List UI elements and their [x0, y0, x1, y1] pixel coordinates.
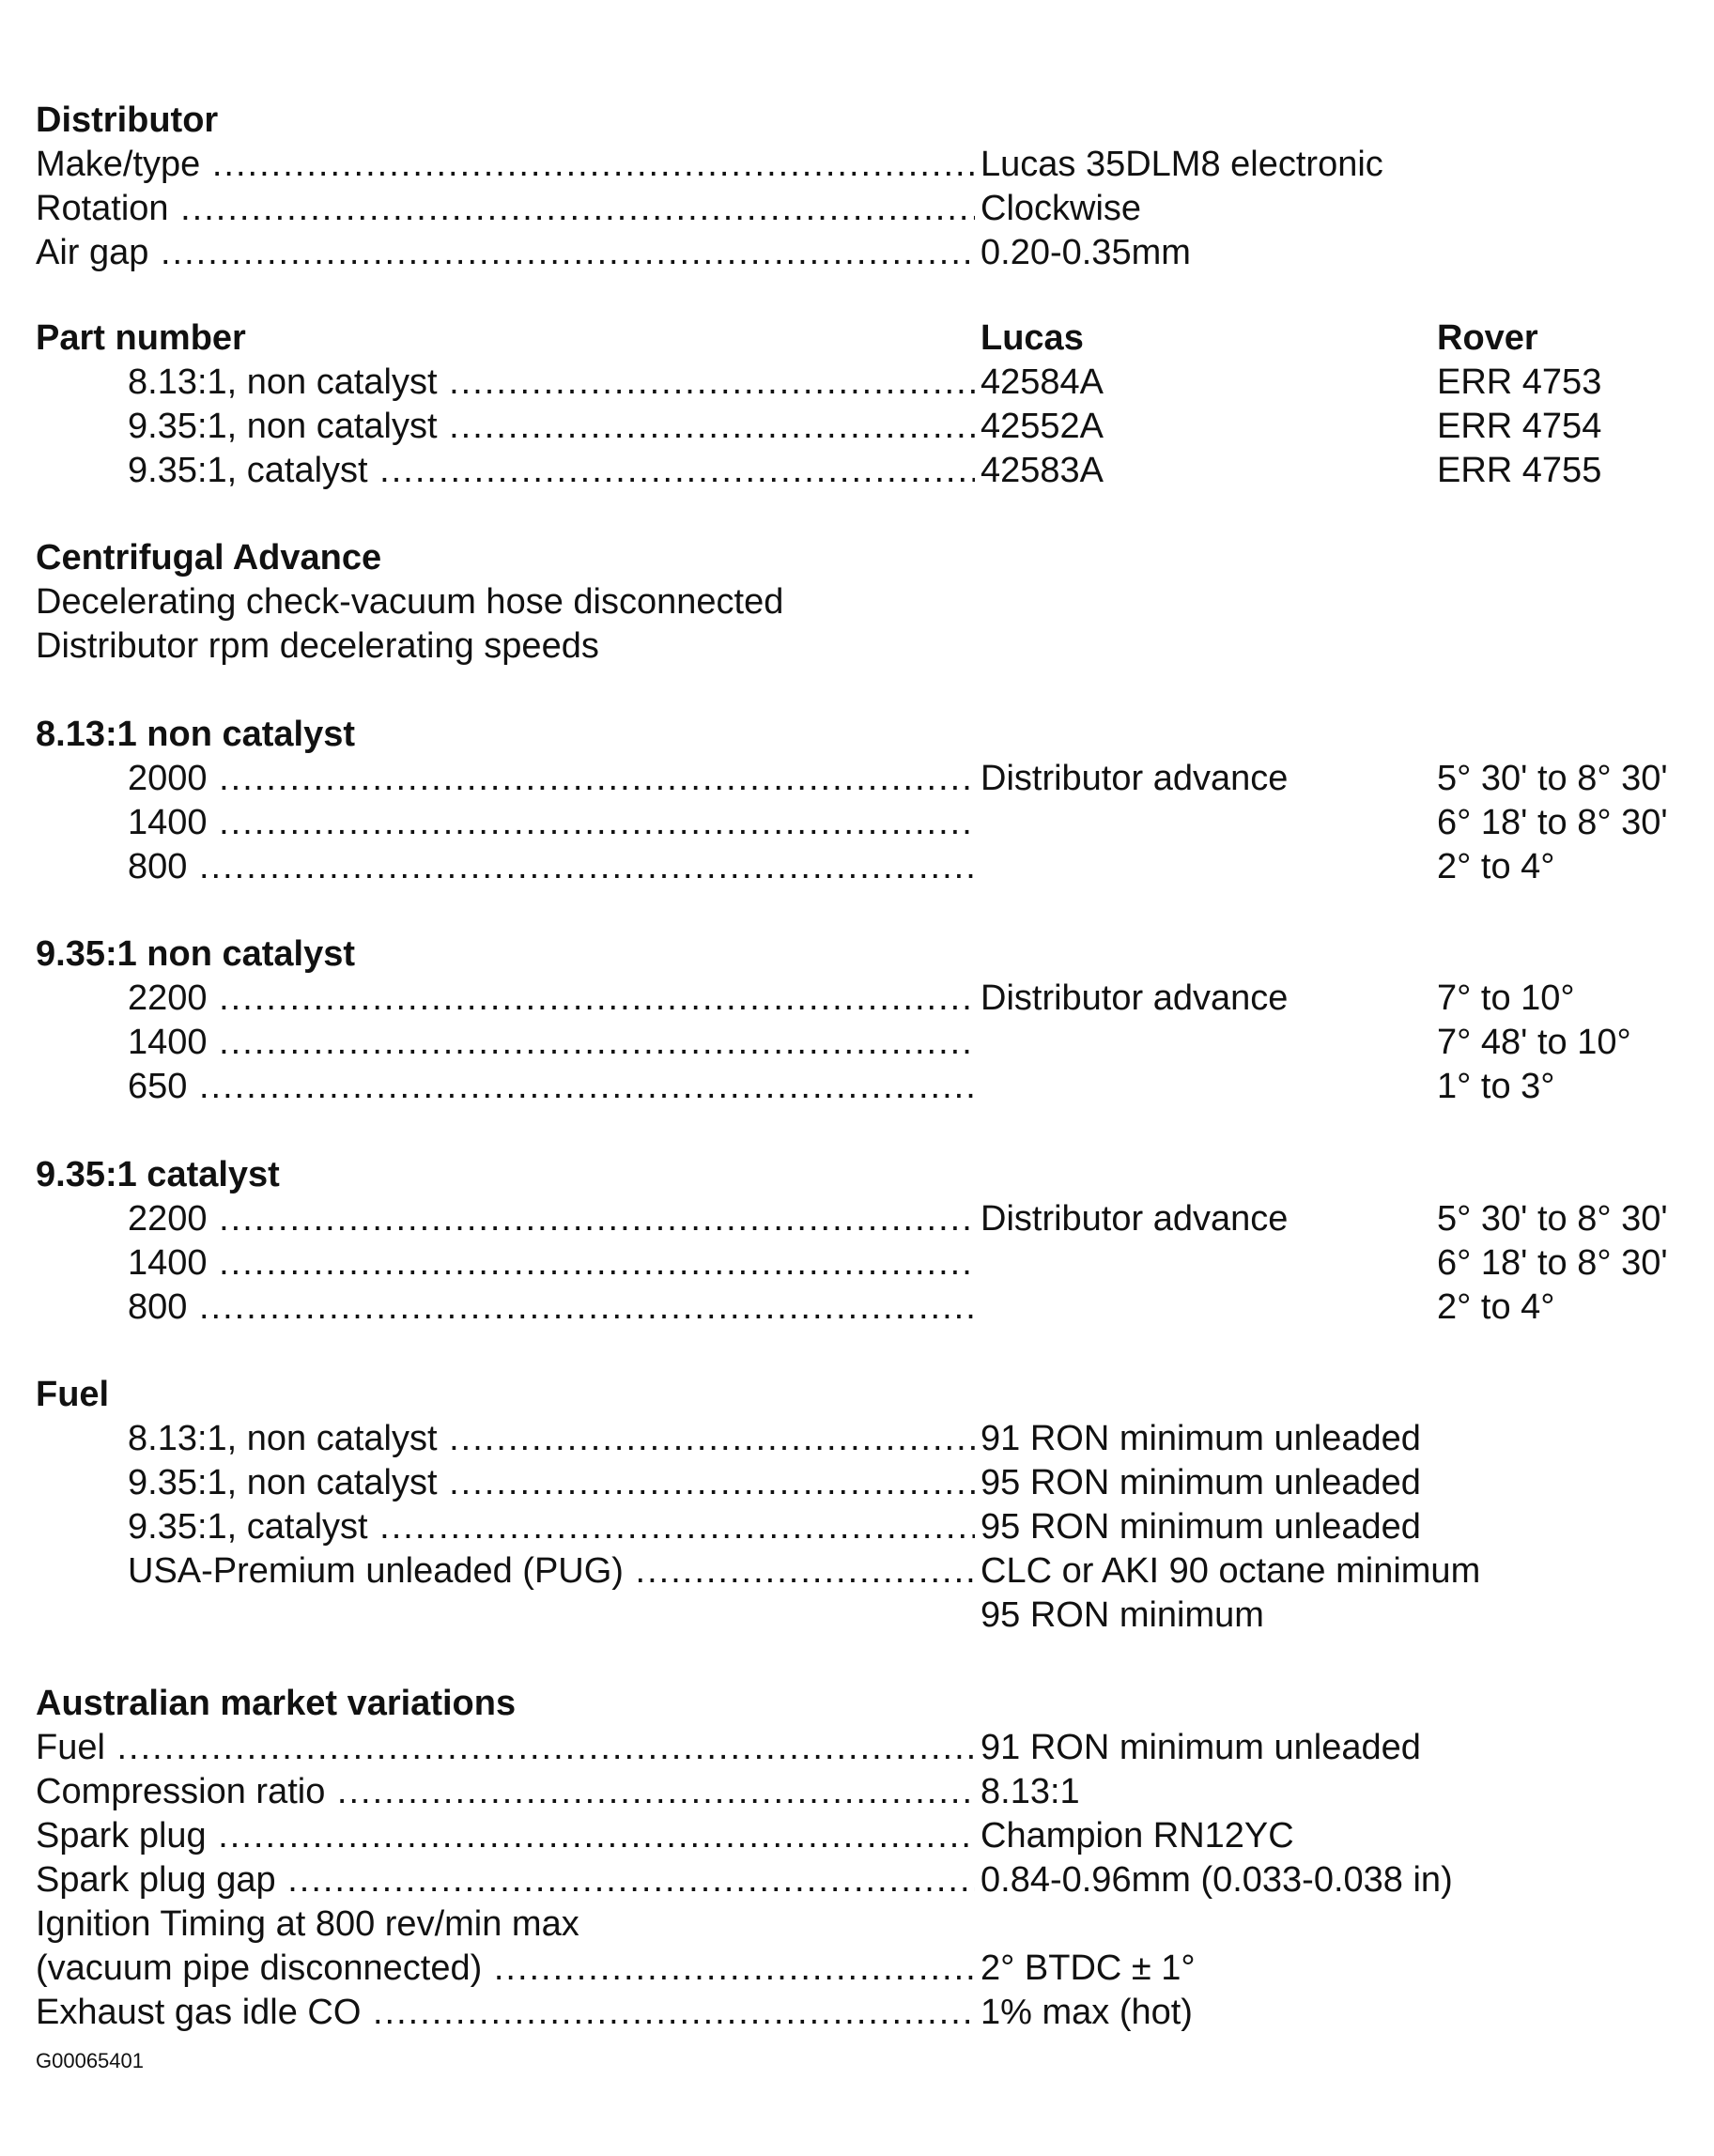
advance-row — [36, 756, 1689, 801]
part-label: 9.35:1, non catalyst ..... — [128, 404, 975, 449]
spec-value: 0.84-0.96mm (0.033-0.038 in) — [981, 1860, 1453, 1900]
note-line: Ignition Timing at 800 rev/min max — [36, 1904, 579, 1944]
spec-row — [36, 1769, 1689, 1814]
rpm-label: 800 ..... — [128, 1285, 975, 1330]
advance-value: 7° 48' to 10° — [1437, 1023, 1631, 1062]
spec-row — [36, 1725, 1689, 1770]
fuel-label: 9.35:1, catalyst ..... — [128, 1504, 975, 1549]
column-header-lucas: Lucas — [981, 318, 1084, 358]
spec-label: Compression ratio ..... — [36, 1769, 975, 1814]
spec-value: 1% max (hot) — [981, 1993, 1193, 2032]
advance-row — [36, 1020, 1689, 1065]
note-line: Distributor rpm decelerating speeds — [36, 626, 599, 666]
fuel-value: 95 RON minimum — [981, 1595, 1264, 1635]
spec-value: 91 RON minimum unleaded — [981, 1728, 1421, 1767]
advance-row — [36, 1285, 1689, 1330]
part-label: 8.13:1, non catalyst ..... — [128, 360, 975, 405]
document-code: G00065401 — [36, 2049, 144, 2072]
advance-row — [36, 1196, 1689, 1241]
rpm-label: 1400 ..... — [128, 1020, 975, 1065]
fuel-value: 95 RON minimum unleaded — [981, 1463, 1421, 1502]
spec-row — [36, 142, 1689, 187]
group-heading: 8.13:1 non catalyst — [36, 715, 356, 754]
rpm-label: 2000 ..... — [128, 756, 975, 801]
spec-value: 0.20-0.35mm — [981, 233, 1191, 272]
fuel-value: 91 RON minimum unleaded — [981, 1419, 1421, 1458]
spec-label: Exhaust gas idle CO ..... — [36, 1990, 975, 2035]
section-heading-fuel: Fuel — [36, 1375, 110, 1414]
advance-desc: Distributor advance — [981, 759, 1289, 798]
advance-value: 6° 18' to 8° 30' — [1437, 1243, 1668, 1283]
advance-value: 2° to 4° — [1437, 847, 1555, 886]
rpm-label: 1400 ..... — [128, 800, 975, 845]
advance-row — [36, 1064, 1689, 1109]
lucas-part: 42584A — [981, 362, 1104, 402]
lucas-part: 42583A — [981, 451, 1104, 490]
lucas-part: 42552A — [981, 407, 1104, 446]
section-heading-centrifugal: Centrifugal Advance — [36, 538, 382, 578]
advance-row — [36, 1240, 1689, 1286]
spec-value: Lucas 35DLM8 electronic — [981, 145, 1383, 184]
spec-label: Rotation ..... — [36, 186, 975, 231]
fuel-row — [36, 1460, 1689, 1505]
fuel-label: USA-Premium unleaded (PUG) ..... — [128, 1548, 975, 1594]
section-heading-australian: Australian market variations — [36, 1684, 517, 1723]
group-heading: 9.35:1 non catalyst — [36, 934, 356, 974]
advance-desc: Distributor advance — [981, 1199, 1289, 1239]
part-row — [36, 360, 1689, 405]
spec-row — [36, 1946, 1689, 1991]
advance-value: 5° 30' to 8° 30' — [1437, 759, 1668, 798]
spec-row — [36, 1813, 1689, 1858]
advance-row — [36, 800, 1689, 845]
group-heading: 9.35:1 catalyst — [36, 1155, 280, 1194]
fuel-label: 8.13:1, non catalyst ..... — [128, 1416, 975, 1461]
spec-row — [36, 1857, 1689, 1902]
part-row — [36, 448, 1689, 493]
fuel-row — [36, 1416, 1689, 1461]
spec-label: Air gap ..... — [36, 230, 975, 275]
fuel-row — [36, 1504, 1689, 1549]
rpm-label: 650 ..... — [128, 1064, 975, 1109]
advance-row — [36, 844, 1689, 889]
spec-label: (vacuum pipe disconnected) ..... — [36, 1946, 975, 1991]
section-heading-part-number: Part number Lucas Rover — [36, 316, 1689, 361]
rpm-label: 2200 ..... — [128, 976, 975, 1021]
section-heading-distributor: Distributor — [36, 100, 219, 140]
fuel-value: CLC or AKI 90 octane minimum — [981, 1551, 1481, 1591]
advance-desc: Distributor advance — [981, 978, 1289, 1018]
fuel-row — [36, 1593, 1689, 1638]
spec-row — [36, 1990, 1689, 2035]
rover-part: ERR 4755 — [1437, 451, 1602, 490]
rover-part: ERR 4753 — [1437, 362, 1602, 402]
spec-value: 2° BTDC ± 1° — [981, 1948, 1196, 1988]
rpm-label: 1400 ..... — [128, 1240, 975, 1286]
spec-value: Champion RN12YC — [981, 1816, 1294, 1856]
spec-label: Fuel ..... — [36, 1725, 975, 1770]
advance-value: 1° to 3° — [1437, 1067, 1555, 1106]
fuel-row — [36, 1548, 1689, 1594]
spec-row — [36, 186, 1689, 231]
column-header-rover: Rover — [1437, 318, 1538, 358]
fuel-label: 9.35:1, non catalyst ..... — [128, 1460, 975, 1505]
part-row — [36, 404, 1689, 449]
fuel-value: 95 RON minimum unleaded — [981, 1507, 1421, 1547]
spec-value: 8.13:1 — [981, 1772, 1080, 1811]
spec-row — [36, 230, 1689, 275]
spec-value: Clockwise — [981, 189, 1142, 228]
rpm-label: 800 ..... — [128, 844, 975, 889]
rover-part: ERR 4754 — [1437, 407, 1602, 446]
spec-label: Make/type ..... — [36, 142, 975, 187]
rpm-label: 2200 ..... — [128, 1196, 975, 1241]
advance-value: 2° to 4° — [1437, 1287, 1555, 1327]
advance-row — [36, 976, 1689, 1021]
advance-value: 6° 18' to 8° 30' — [1437, 803, 1668, 842]
advance-value: 7° to 10° — [1437, 978, 1575, 1018]
part-label: 9.35:1, catalyst ..... — [128, 448, 975, 493]
spec-label: Spark plug gap ..... — [36, 1857, 975, 1902]
spec-label: Spark plug ..... — [36, 1813, 975, 1858]
advance-value: 5° 30' to 8° 30' — [1437, 1199, 1668, 1239]
note-line: Decelerating check-vacuum hose disconnected — [36, 582, 784, 622]
